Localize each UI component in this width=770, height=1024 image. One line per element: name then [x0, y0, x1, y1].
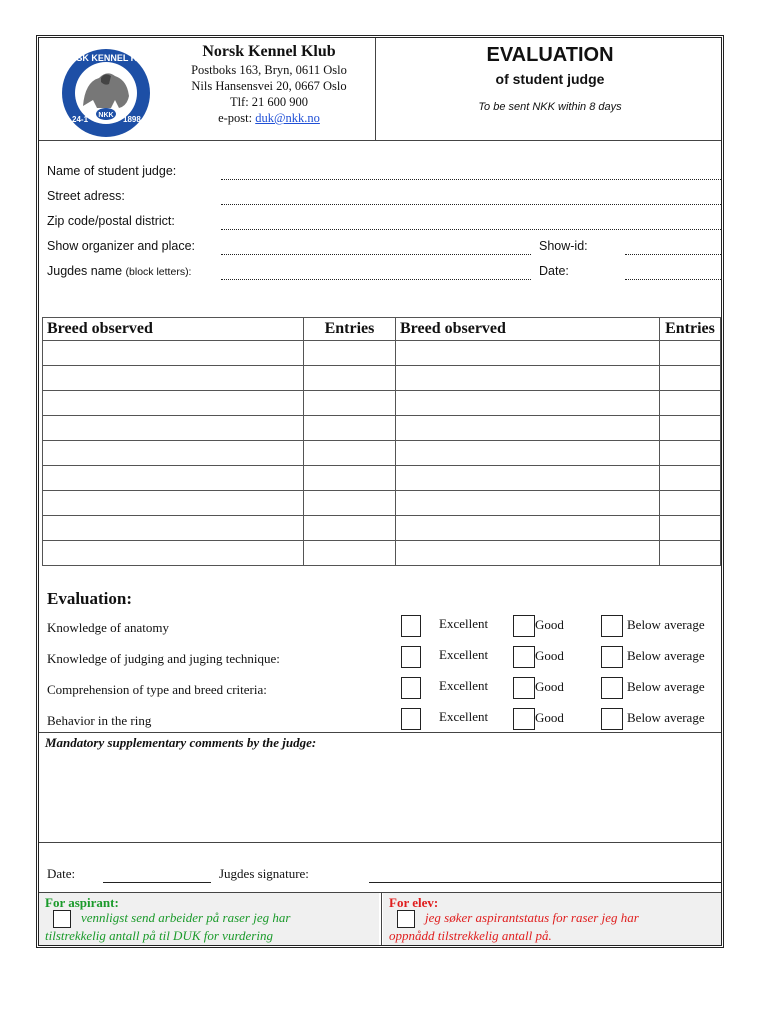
rating-option-label: Excellent — [439, 616, 489, 631]
entries-cell-2[interactable] — [660, 391, 721, 416]
rating-checkbox-below-average[interactable] — [601, 708, 623, 730]
address-line-1: Postboks 163, Bryn, 0611 Oslo — [191, 63, 347, 77]
entries-cell-1[interactable] — [304, 466, 396, 491]
rating-checkbox-excellent[interactable] — [401, 677, 421, 699]
email-link[interactable]: duk@nkk.no — [255, 111, 320, 125]
breed-table-row — [43, 341, 721, 366]
rating-option-label: Excellent — [439, 647, 489, 662]
entries-cell-1[interactable] — [304, 491, 396, 516]
elev-box — [383, 893, 721, 945]
rating-checkbox-below-average[interactable] — [601, 615, 623, 637]
signature-date-input[interactable] — [103, 882, 211, 883]
label-show-id: Show-id: — [539, 239, 588, 253]
breed-cell-1[interactable] — [43, 466, 304, 491]
breed-table-row — [43, 541, 721, 566]
footer-divider — [381, 893, 382, 945]
breed-cell-1[interactable] — [43, 391, 304, 416]
breed-table-row — [43, 516, 721, 541]
breed-table — [42, 317, 721, 566]
rating-checkbox-good[interactable] — [513, 615, 535, 637]
aspirant-title: For aspirant: — [45, 895, 119, 910]
rating-option-label: Good — [535, 617, 564, 632]
breed-cell-1[interactable] — [43, 541, 304, 566]
breed-table-row — [43, 366, 721, 391]
input-show-id[interactable] — [625, 254, 721, 255]
rating-option-label: Excellent — [439, 678, 489, 693]
input-date[interactable] — [625, 279, 721, 280]
comments-area[interactable] — [45, 752, 717, 840]
form-title: EVALUATION — [486, 44, 614, 66]
aspirant-text-2: tilstrekkelig antall på til DUK for vurdering — [45, 928, 273, 944]
input-judge-name[interactable] — [221, 279, 531, 280]
rating-checkbox-below-average[interactable] — [601, 677, 623, 699]
rating-option-label: Below average — [627, 679, 705, 694]
entries-cell-2[interactable] — [660, 466, 721, 491]
breed-table-row — [43, 391, 721, 416]
rating-checkbox-below-average[interactable] — [601, 646, 623, 668]
address-line-2: Nils Hansensvei 20, 0667 Oslo — [191, 79, 347, 93]
input-student-name[interactable] — [221, 179, 721, 180]
form-subtitle: of student judge — [495, 71, 605, 87]
entries-cell-2[interactable] — [660, 541, 721, 566]
signature-label: Jugdes signature: — [219, 866, 309, 881]
breed-cell-2[interactable] — [396, 416, 660, 441]
entries-cell-1[interactable] — [304, 391, 396, 416]
logo-text-top: NORSK KENNEL KLUB — [56, 53, 156, 63]
rating-checkbox-excellent[interactable] — [401, 615, 421, 637]
label-student-name: Name of student judge: — [47, 164, 177, 178]
signature-input[interactable] — [369, 882, 721, 883]
nkk-logo — [55, 48, 157, 138]
breed-cell-2[interactable] — [396, 366, 660, 391]
comments-top-rule — [39, 732, 721, 733]
breed-cell-1[interactable] — [43, 416, 304, 441]
breed-table-header — [43, 318, 721, 341]
entries-cell-1[interactable] — [304, 516, 396, 541]
breed-table-row — [43, 466, 721, 491]
input-zip[interactable] — [221, 229, 721, 230]
entries-cell-2[interactable] — [660, 516, 721, 541]
rating-option-label: Good — [535, 679, 564, 694]
header-bottom-rule — [39, 140, 721, 141]
entries-cell-1[interactable] — [304, 541, 396, 566]
org-address-block — [169, 44, 369, 126]
logo-text-left: 24-1 — [72, 115, 89, 124]
breed-table-row — [43, 441, 721, 466]
label-zip: Zip code/postal district: — [47, 214, 175, 228]
header-breed-1: Breed observed — [43, 318, 304, 341]
judge-name-hint: (block letters): — [125, 266, 192, 278]
elev-text-2: oppnådd tilstrekkelig antall på. — [389, 928, 552, 944]
title-block — [379, 44, 721, 113]
criterion-label: Knowledge of anatomy — [47, 620, 170, 635]
email-line — [169, 110, 369, 126]
entries-cell-1[interactable] — [304, 441, 396, 466]
header-entries-1: Entries — [304, 318, 396, 341]
breed-cell-1[interactable] — [43, 341, 304, 366]
rating-checkbox-good[interactable] — [513, 677, 535, 699]
rating-option-label: Good — [535, 710, 564, 725]
elev-text-1: jeg søker aspirantstatus for raser jeg har — [425, 910, 639, 925]
rating-option-label: Excellent — [439, 709, 489, 724]
email-prefix: e-post: — [218, 111, 256, 125]
breed-cell-2[interactable] — [396, 516, 660, 541]
rating-option-label: Below average — [627, 648, 705, 663]
entries-cell-2[interactable] — [660, 441, 721, 466]
label-judge-name — [47, 264, 191, 278]
breed-cell-2[interactable] — [396, 466, 660, 491]
logo-badge: NKK — [98, 112, 114, 119]
breed-cell-1[interactable] — [43, 516, 304, 541]
elev-checkbox[interactable] — [397, 910, 415, 928]
rating-checkbox-excellent[interactable] — [401, 708, 421, 730]
label-date: Date: — [539, 264, 569, 278]
label-street: Street adress: — [47, 189, 125, 203]
criterion-label: Behavior in the ring — [47, 713, 152, 728]
rating-checkbox-good[interactable] — [513, 646, 535, 668]
comments-label: Mandatory supplementary comments by the judge: — [45, 735, 317, 750]
evaluation-heading: Evaluation: — [47, 589, 133, 608]
input-show[interactable] — [221, 254, 531, 255]
breed-cell-1[interactable] — [43, 491, 304, 516]
label-show: Show organizer and place: — [47, 239, 196, 253]
breed-table-row — [43, 491, 721, 516]
judge-name-text: Jugdes name — [47, 264, 123, 278]
phone: Tlf: 21 600 900 — [229, 95, 309, 109]
comments-bottom-rule — [39, 842, 721, 843]
breed-cell-2[interactable] — [396, 491, 660, 516]
criterion-label: Knowledge of judging and juging technique: — [47, 651, 280, 666]
breed-cell-2[interactable] — [396, 391, 660, 416]
aspirant-box — [39, 893, 379, 945]
aspirant-text-1: vennligst send arbeider på raser jeg har — [81, 910, 291, 925]
input-street[interactable] — [221, 204, 721, 205]
entries-cell-2[interactable] — [660, 341, 721, 366]
evaluation-form — [36, 35, 724, 948]
elev-title: For elev: — [389, 895, 439, 910]
rating-option-label: Good — [535, 648, 564, 663]
header-entries-2: Entries — [660, 318, 721, 341]
criterion-label: Comprehension of type and breed criteria: — [47, 682, 267, 697]
entries-cell-2[interactable] — [660, 416, 721, 441]
entries-cell-2[interactable] — [660, 366, 721, 391]
org-name: Norsk Kennel Klub — [202, 43, 336, 60]
entries-cell-2[interactable] — [660, 491, 721, 516]
logo-text-right: 1898 — [123, 115, 141, 124]
breed-cell-2[interactable] — [396, 341, 660, 366]
header-breed-2: Breed observed — [396, 318, 660, 341]
breed-cell-2[interactable] — [396, 441, 660, 466]
entries-cell-1[interactable] — [304, 416, 396, 441]
rating-option-label: Below average — [627, 710, 705, 725]
header-divider — [375, 38, 376, 140]
entries-cell-1[interactable] — [304, 341, 396, 366]
breed-cell-1[interactable] — [43, 441, 304, 466]
rating-checkbox-excellent[interactable] — [401, 646, 421, 668]
breed-table-row — [43, 416, 721, 441]
submission-note: To be sent NKK within 8 days — [478, 101, 622, 113]
breed-cell-1[interactable] — [43, 366, 304, 391]
signature-date-label: Date: — [47, 866, 76, 881]
breed-cell-2[interactable] — [396, 541, 660, 566]
aspirant-checkbox[interactable] — [53, 910, 71, 928]
entries-cell-1[interactable] — [304, 366, 396, 391]
rating-checkbox-good[interactable] — [513, 708, 535, 730]
rating-option-label: Below average — [627, 617, 705, 632]
